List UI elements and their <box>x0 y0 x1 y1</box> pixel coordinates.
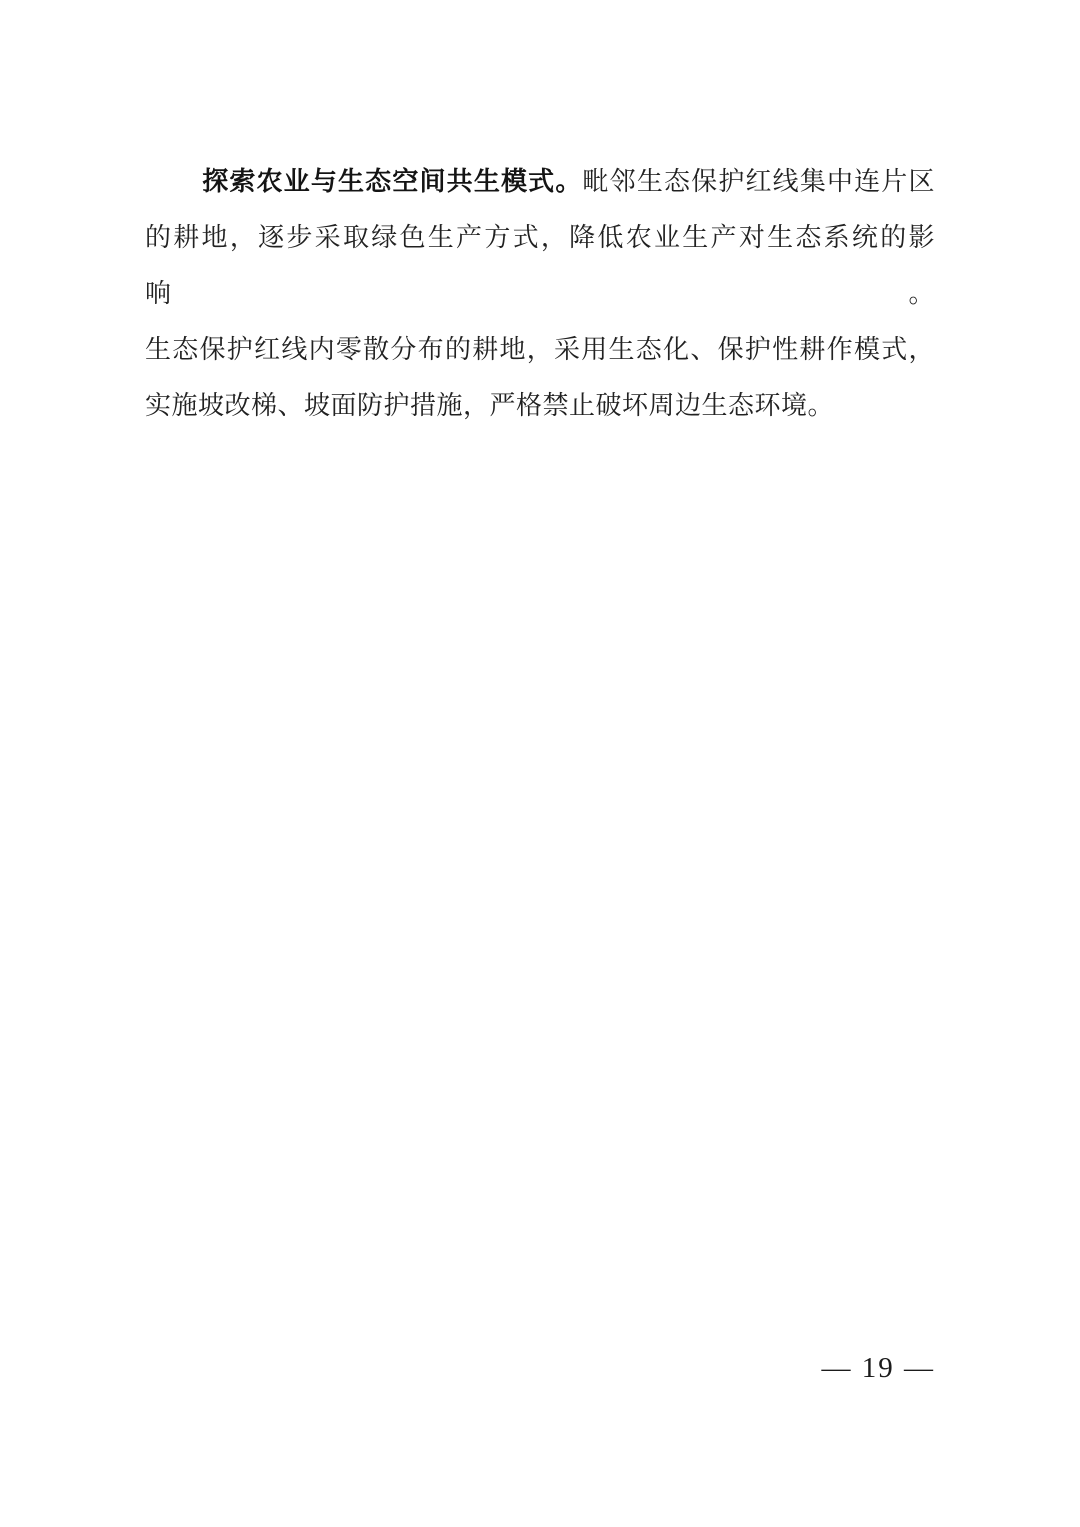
page-number: — 19 — <box>821 1352 935 1384</box>
paragraph-bold-lead: 探索农业与生态空间共生模式。 <box>202 167 583 196</box>
paragraph-line <box>145 322 935 378</box>
page-footer <box>145 1352 935 1385</box>
paragraph-line-text: 毗邻生态保护红线集中连片区 <box>582 167 935 196</box>
paragraph-line-text: 实施坡改梯、坡面防护措施，严格禁止破坏周边生态环境。 <box>145 391 835 420</box>
paragraph-line <box>145 154 935 210</box>
paragraph-line-text: 生态保护红线内零散分布的耕地，采用生态化、保护性耕作模式， <box>145 335 935 364</box>
paragraph <box>145 154 935 434</box>
paragraph-line-text: 的耕地，逐步采取绿色生产方式，降低农业生产对生态系统的影响。 <box>145 223 935 308</box>
paragraph-line <box>145 378 935 434</box>
paragraph-line <box>145 210 935 322</box>
